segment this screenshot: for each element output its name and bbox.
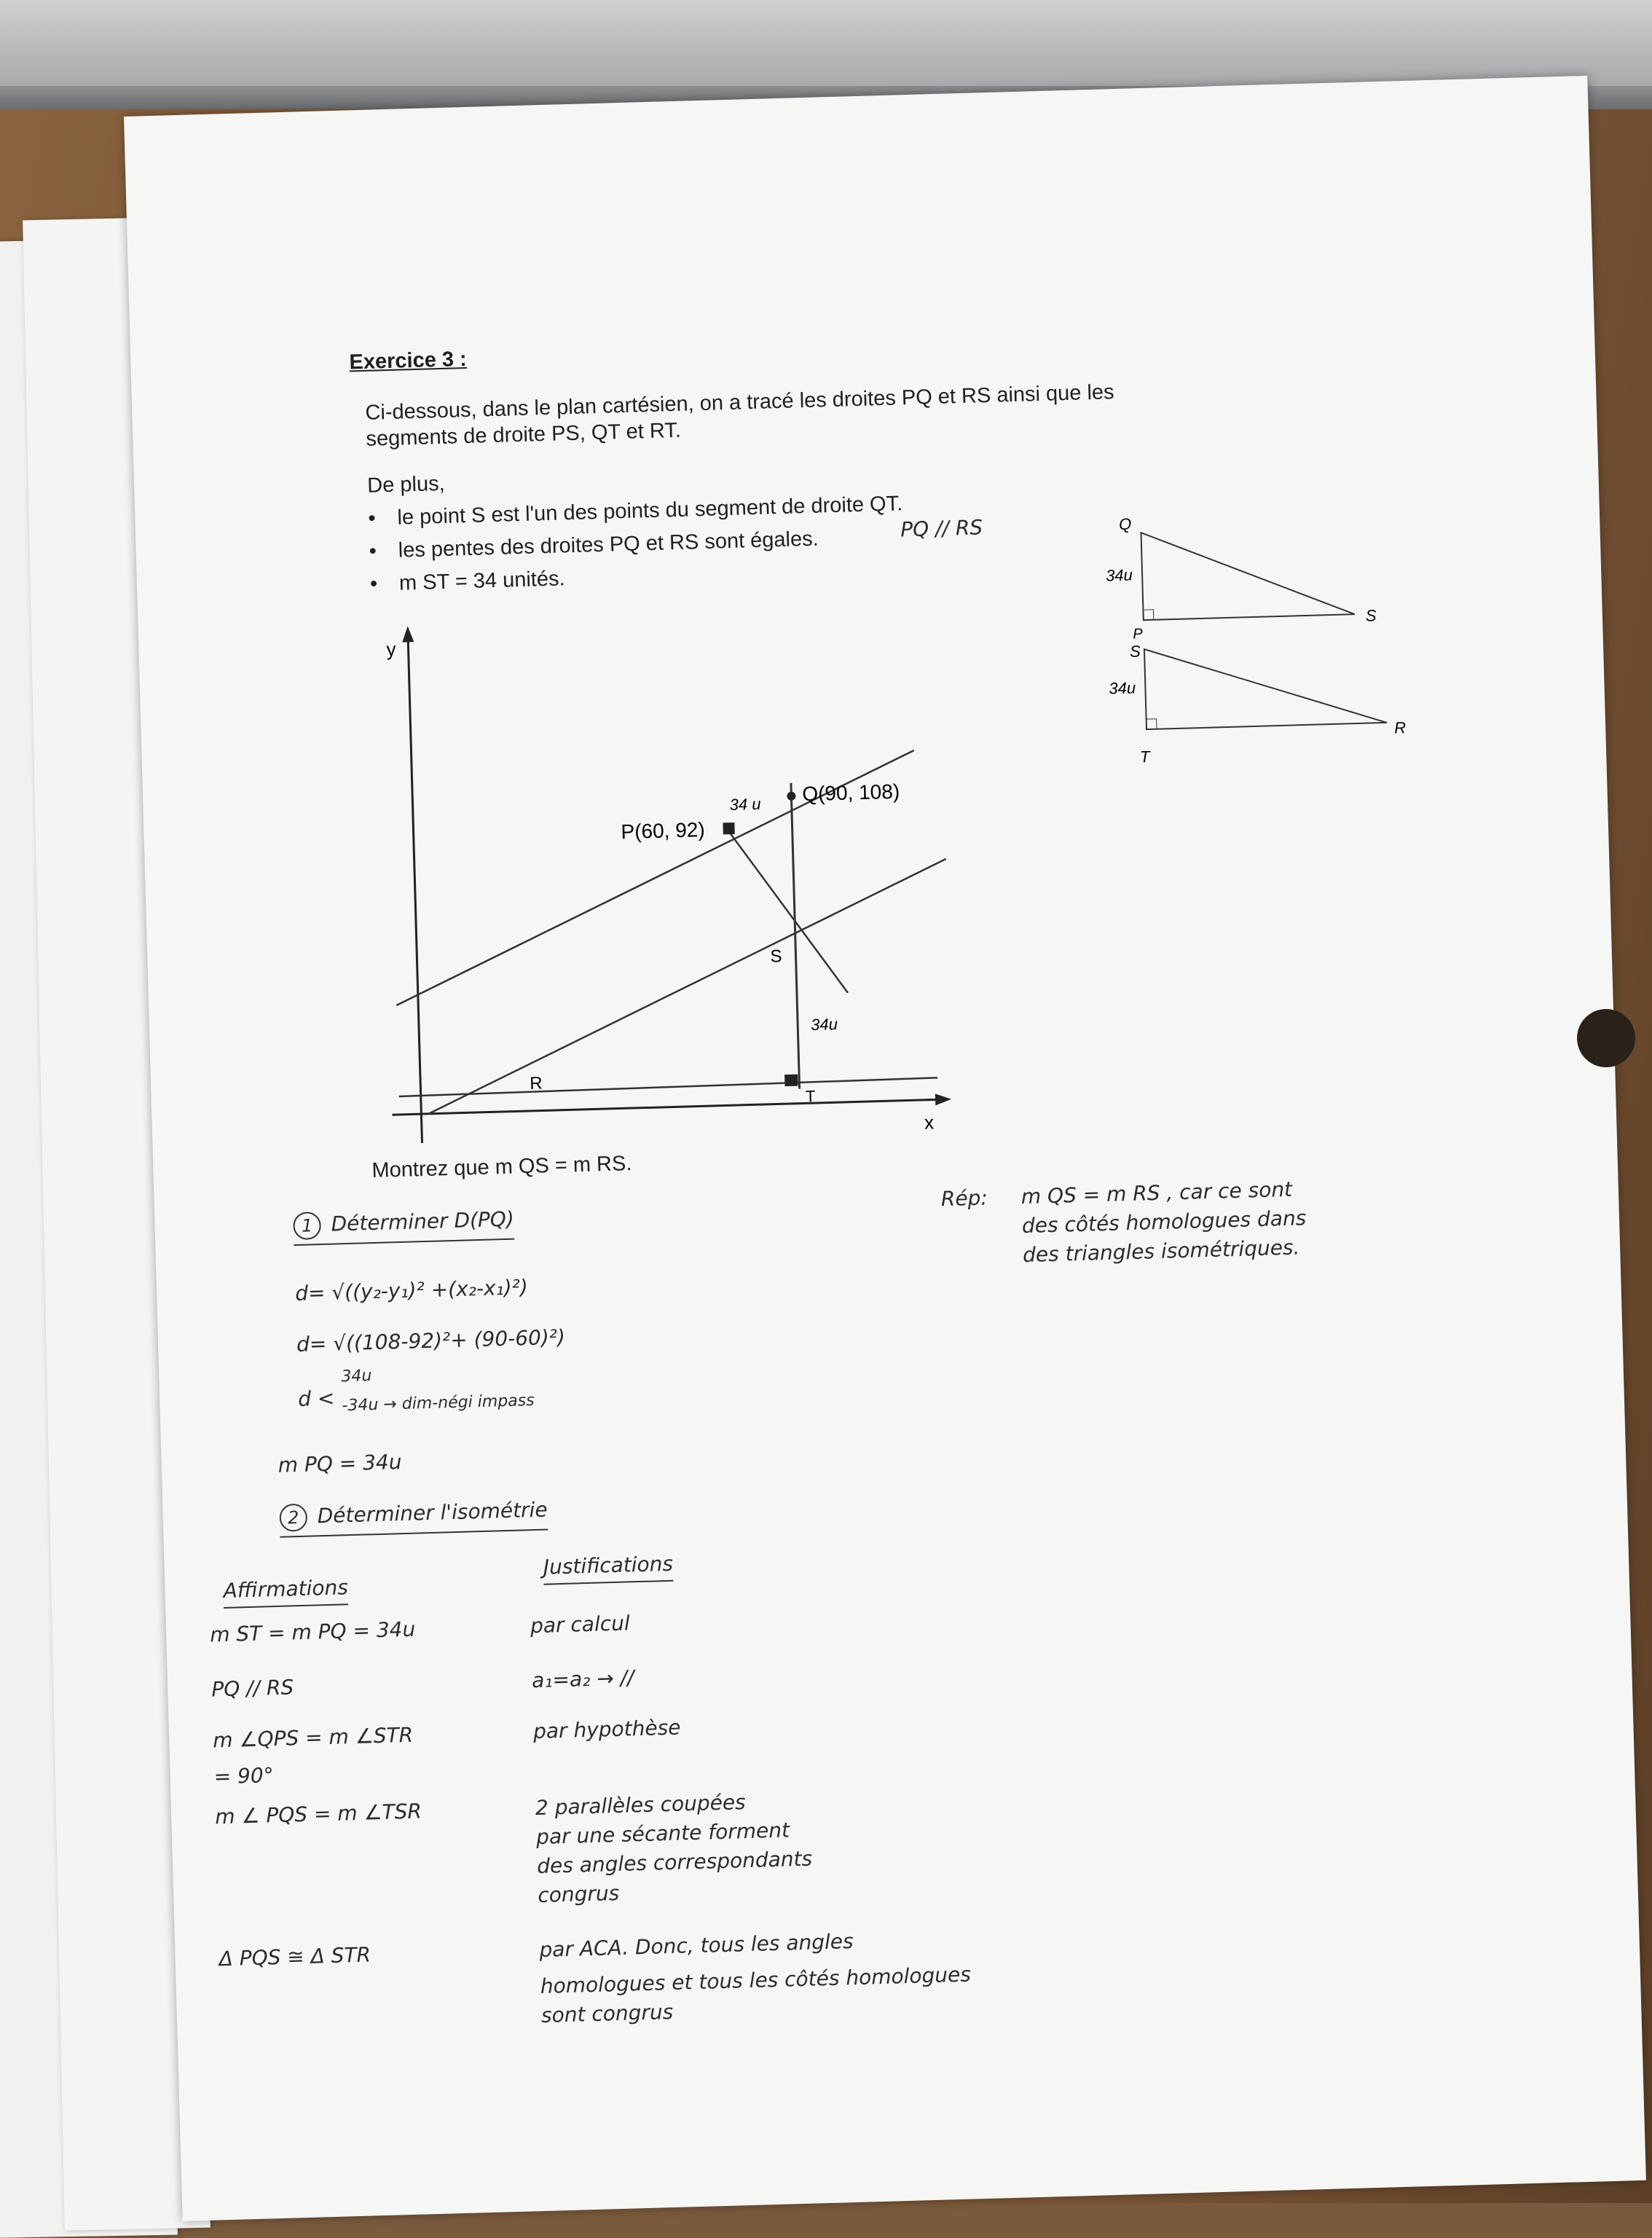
- justification-cell: par une sécante forment: [535, 1818, 790, 1850]
- de-plus: De plus,: [366, 471, 446, 498]
- right-angle-P: [723, 822, 734, 834]
- step2-title: Déterminer l'isométrie: [317, 1497, 548, 1528]
- step2-number: 2: [279, 1504, 307, 1532]
- bullet-2-note: PQ // RS: [900, 515, 983, 542]
- sketch-label-34u-a: 34u: [1105, 565, 1133, 585]
- affirmation-cell: m ∠ PQS = m ∠TSR: [214, 1799, 422, 1829]
- justification-cell: des angles correspondants: [536, 1846, 813, 1879]
- step1-formula-1: d= √((y₂-y₁)² +(x₂-x₁)²): [294, 1275, 529, 1306]
- answer-rep-label: Rép:: [940, 1185, 988, 1212]
- justification-cell: sont congrus: [540, 1999, 674, 2028]
- sketch-label-P: P: [1133, 626, 1144, 643]
- bullet-1: • le point S est l'un des points du segment de droite QT.: [397, 492, 903, 530]
- step1-number: 1: [293, 1212, 321, 1240]
- task-statement: Montrez que m QS = m RS.: [371, 1152, 632, 1183]
- step1-title: Déterminer D(PQ): [331, 1206, 515, 1236]
- point-T-label: T: [805, 1087, 816, 1106]
- justification-cell: par hypothèse: [532, 1715, 681, 1744]
- justification-cell: 2 parallèles coupées: [535, 1790, 747, 1821]
- point-Q-label: Q(90, 108): [801, 780, 900, 806]
- justification-cell: a₁=a₂ → //: [531, 1665, 634, 1693]
- step1-result: m PQ = 34u: [278, 1450, 402, 1477]
- intro-line-2: segments de droite PS, QT et RT.: [366, 418, 682, 451]
- sketch-label-S: S: [1129, 642, 1141, 661]
- affirmation-cell: m ∠QPS = m ∠STR: [212, 1722, 414, 1753]
- step1-formula-3-bottom: -34u → dim-négi impass: [342, 1391, 535, 1416]
- point-S-label: S: [770, 946, 782, 967]
- sketch-label-R: R: [1393, 718, 1407, 737]
- justification-cell: congrus: [537, 1880, 620, 1908]
- col-justifications: Justifications: [543, 1552, 673, 1585]
- intro-line-1: Ci-dessous, dans le plan cartésien, on a tracé les droites PQ et RS ainsi que les: [365, 380, 1114, 425]
- worksheet-page: [124, 76, 1646, 2221]
- answer-line-1: m QS = m RS , car ce sont: [1020, 1177, 1293, 1209]
- step1-formula-3-top: 34u: [341, 1367, 372, 1386]
- justification-cell: homologues et tous les côtés homologues: [540, 1962, 972, 1999]
- sketch-label-Q: Q: [1118, 514, 1132, 534]
- line-RS: [422, 859, 953, 1114]
- col-affirmations: Affirmations: [223, 1575, 348, 1609]
- right-angle-T: [784, 1075, 798, 1086]
- step2-heading: [279, 1497, 548, 1538]
- mark-34u-bottom: 34u: [810, 1015, 838, 1034]
- affirmation-cell: m ST = m PQ = 34u: [209, 1617, 416, 1647]
- bullet-3: • m ST = 34 unités.: [399, 567, 565, 595]
- sketch-label-34u-b: 34u: [1109, 678, 1136, 698]
- step1-heading: [293, 1206, 514, 1246]
- binder-hole: [1577, 1009, 1635, 1067]
- cartesian-graph: [355, 560, 953, 1144]
- justification-cell: par calcul: [530, 1611, 631, 1638]
- affirmation-cell: = 90°: [213, 1763, 275, 1789]
- exercise-title: Exercice 3 :: [349, 347, 468, 374]
- step1-formula-2: d= √((108-92)²+ (90-60)²): [296, 1324, 566, 1357]
- point-R-label: R: [529, 1073, 543, 1094]
- answer-line-2: des côtés homologues dans: [1021, 1206, 1307, 1238]
- bullet-2: • les pentes des droites PQ et RS sont égales.: [398, 527, 819, 563]
- segment-RT: [399, 1077, 938, 1096]
- axis-y-label: y: [386, 637, 396, 661]
- segment-PS: [727, 825, 848, 996]
- affirmation-cell: Δ PQS ≅ Δ STR: [219, 1942, 371, 1971]
- side-sketch-triangles: [1082, 503, 1417, 789]
- answer-line-3: des triangles isométriques.: [1022, 1235, 1300, 1268]
- axis-x-label: x: [924, 1111, 935, 1134]
- affirmation-cell: PQ // RS: [211, 1675, 294, 1702]
- sketch-label-S-right: S: [1365, 606, 1377, 625]
- justification-cell: par ACA. Donc, tous les angles: [539, 1929, 854, 1963]
- segment-QT: [791, 783, 800, 1089]
- point-P-label: P(60, 92): [621, 818, 706, 844]
- sketch-label-T: T: [1139, 747, 1150, 766]
- mark-34u-top: 34 u: [729, 794, 761, 814]
- step1-formula-3-prefix: d <: [297, 1386, 335, 1411]
